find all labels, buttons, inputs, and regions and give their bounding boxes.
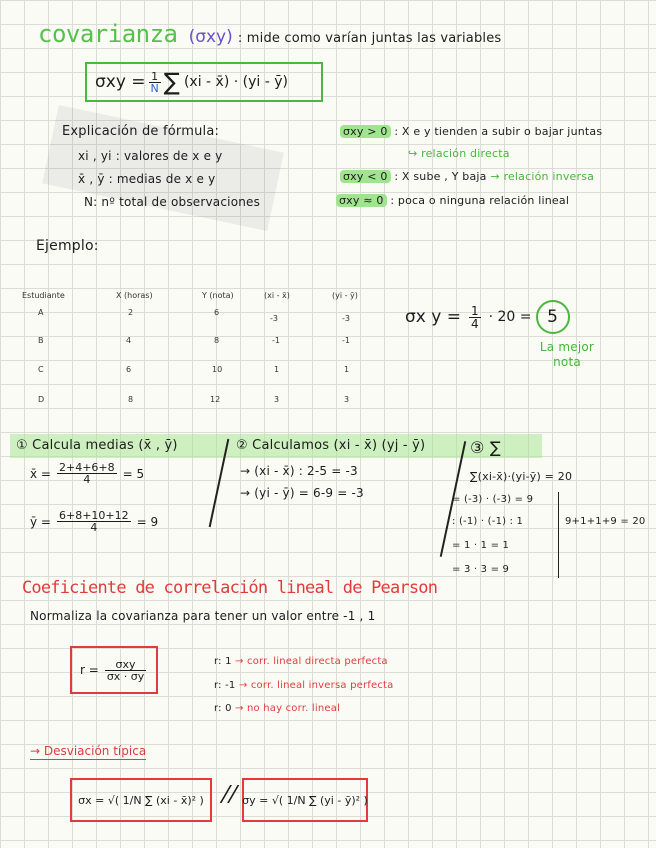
step3-line-2: : (-1) · (-1) : 1 <box>452 516 524 527</box>
step2-line1: → (xi - x̄) : 2-5 = -3 <box>240 464 358 478</box>
step3-line-4: = 3 · 3 = 9 <box>452 564 510 575</box>
table-row-d-name: D <box>38 395 45 404</box>
pearson-formula-fraction: $\frac{\text{σxy}}{\sigma x \cdot \sigma y}$ <box>106 657 145 683</box>
table-row-a-name: A <box>38 308 44 317</box>
title-row <box>38 20 501 48</box>
step2-title: ② Calculamos (xi - x̄) (yj - ȳ) <box>236 438 426 453</box>
step3-brace <box>552 492 559 578</box>
pearson-case-1 <box>214 656 388 667</box>
table-row-a-dy: -3 <box>342 314 350 323</box>
table-row-c-dy: 1 <box>344 365 350 374</box>
table-row-c-name: C <box>38 365 44 374</box>
table-row-a-dx: -3 <box>270 314 278 323</box>
table-row-a-x: 2 <box>128 308 134 317</box>
table-row-d-x: 8 <box>128 395 134 404</box>
pearson-formula-box <box>70 646 158 694</box>
interp-negative <box>340 170 594 183</box>
table-row-b-name: B <box>38 336 44 345</box>
pearson-case-3 <box>214 703 340 714</box>
pearson-case-3-text: → no hay corr. lineal <box>235 703 341 714</box>
step3-title: ③ ∑ <box>470 438 501 457</box>
table-row-b-dx: -1 <box>272 336 280 345</box>
table-row-c-y: 10 <box>212 365 223 374</box>
table-header-dy: (yi - ȳ) <box>332 291 358 300</box>
interp-negative-text: : X sube , Y baja <box>394 170 487 183</box>
example-result <box>405 300 570 334</box>
formula-terms: (xi - x̄) · (yi - ȳ) <box>183 74 288 90</box>
step1-ybar-fraction: $\frac{6+8+10+12}{4}$ <box>58 509 129 534</box>
formula-fraction: $\frac{1}{N}$ <box>150 69 159 95</box>
interp-positive-text: : X e y tienden a subir o bajar juntas <box>394 125 603 138</box>
sigma-x-formula: σx = √( 1/N ∑ (xi - x̄)² ) <box>78 793 204 807</box>
step3-total: 9+1+1+9 = 20 <box>565 516 646 527</box>
formula-sum: ∑ <box>163 68 180 96</box>
interp-negative-sub: → relación inversa <box>490 170 595 183</box>
pearson-case-2-text: → corr. lineal inversa perfecta <box>238 680 394 691</box>
pearson-title: Coeficiente de correlación lineal de Pearson <box>22 578 438 598</box>
title-description: : mide como varían juntas las variables <box>237 31 502 46</box>
formula-separator: // <box>218 782 241 807</box>
interp-zero-text: : poca o ninguna relación lineal <box>390 194 570 207</box>
step1-xbar-lhs: x̄ = <box>30 466 51 481</box>
pearson-case-2 <box>214 680 394 691</box>
formula-lhs: σxy = <box>95 72 146 92</box>
table-row-c-dx: 1 <box>274 365 280 374</box>
step1-xbar-fraction: $\frac{2+4+6+8}{4}$ <box>58 461 115 486</box>
table-row-c-x: 6 <box>126 365 132 374</box>
interp-zero-tag: σxy ≈ 0 <box>336 194 387 207</box>
table-row-d-dy: 3 <box>344 395 350 404</box>
interp-negative-tag: σxy < 0 <box>340 170 391 183</box>
example-result-value: 5 <box>536 300 570 334</box>
pearson-case-3-key: r: 0 <box>214 703 232 714</box>
example-result-mid: · 20 = <box>488 309 532 325</box>
step1-ybar-value: = 9 <box>136 514 159 529</box>
table-row-b-y: 8 <box>214 336 220 345</box>
title-covarianza: covarianza <box>38 20 178 48</box>
interp-positive <box>340 125 602 138</box>
pearson-case-1-text: → corr. lineal directa perfecta <box>235 656 388 667</box>
table-row-b-x: 4 <box>126 336 132 345</box>
step1-xbar <box>30 462 144 485</box>
table-header-x: X (horas) <box>116 291 153 300</box>
example-note: La mejor nota <box>539 340 595 369</box>
step1-xbar-value: = 5 <box>122 466 145 481</box>
table-header-y: Y (nota) <box>202 291 234 300</box>
interp-zero <box>336 194 569 207</box>
explanation-item-3: N: nº total de observaciones <box>84 195 261 209</box>
table-row-d-dx: 3 <box>274 395 280 404</box>
sigma-y-formula: σy = √( 1/N ∑ (yi - ȳ)² ) <box>242 793 368 807</box>
step2-line2: → (yi - ȳ) = 6-9 = -3 <box>240 486 364 500</box>
explanation-item-2: x̄ , ȳ : medias de x e y <box>78 172 216 186</box>
table-header-estudiante: Estudiante <box>22 291 65 300</box>
interp-positive-tag: σxy > 0 <box>340 125 391 138</box>
example-label: Ejemplo: <box>36 238 99 254</box>
step1-title: ① Calcula medias (x̄ , ȳ) <box>16 438 178 453</box>
table-row-d-y: 12 <box>210 395 221 404</box>
sigma-y-box <box>242 778 368 822</box>
example-result-lhs: σx y = <box>405 307 461 327</box>
explanation-heading: Explicación de fórmula: <box>62 124 220 139</box>
table-header-dx: (xi - x̄) <box>264 291 290 300</box>
step1-ybar-lhs: ȳ = <box>30 514 51 529</box>
example-result-fraction: $\frac{1}{4}$ <box>470 303 479 331</box>
table-row-a-y: 6 <box>214 308 220 317</box>
step1-ybar <box>30 510 158 533</box>
main-formula-box <box>85 62 323 102</box>
pearson-subtitle: Normaliza la covarianza para tener un valor entre -1 , 1 <box>30 609 376 623</box>
interp-positive-sub: ↪ relación directa <box>408 147 510 160</box>
step3-line-3: = 1 · 1 = 1 <box>452 540 510 551</box>
deviation-label: → Desviación típica <box>30 744 147 758</box>
explanation-item-1: xi , yi : valores de x e y <box>78 149 223 163</box>
step3-sum-line: ∑(xi-x̄)·(yi-ȳ) = 20 <box>470 470 573 483</box>
pearson-case-2-key: r: -1 <box>214 680 236 691</box>
title-symbol: (σxy) <box>188 27 233 47</box>
sigma-x-box <box>70 778 212 822</box>
step3-line-1: = (-3) · (-3) = 9 <box>452 494 534 505</box>
table-row-b-dy: -1 <box>342 336 350 345</box>
pearson-case-1-key: r: 1 <box>214 656 232 667</box>
pearson-formula-lhs: r = <box>80 663 99 677</box>
